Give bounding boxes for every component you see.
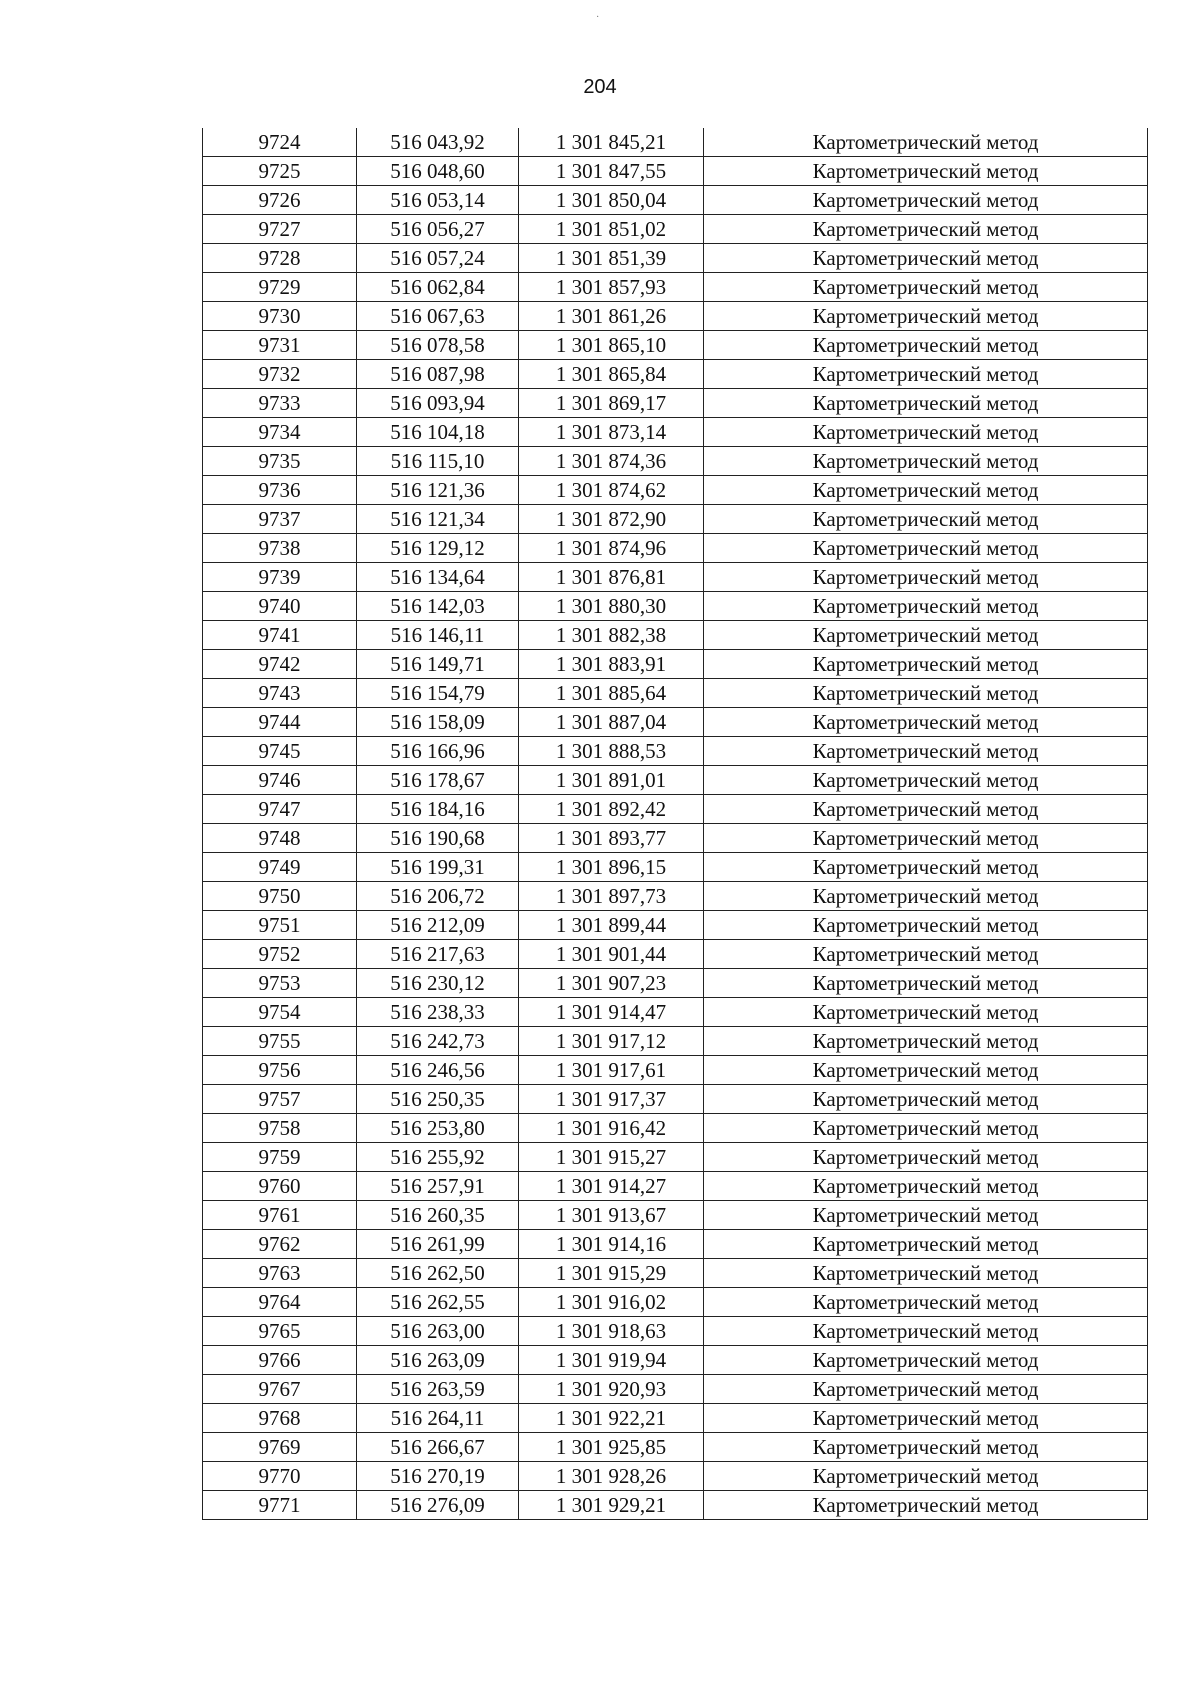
method-cell: Картометрический метод <box>704 1375 1148 1404</box>
method-cell: Картометрический метод <box>704 940 1148 969</box>
point-number-cell: 9738 <box>203 534 357 563</box>
table-row <box>203 911 1148 940</box>
method-cell: Картометрический метод <box>704 1433 1148 1462</box>
point-number-cell: 9743 <box>203 679 357 708</box>
x-coordinate-cell: 516 190,68 <box>357 824 519 853</box>
table-row <box>203 1085 1148 1114</box>
y-coordinate-cell: 1 301 872,90 <box>519 505 704 534</box>
table-row <box>203 1491 1148 1520</box>
table-row <box>203 1172 1148 1201</box>
method-cell: Картометрический метод <box>704 853 1148 882</box>
method-cell: Картометрический метод <box>704 882 1148 911</box>
point-number-cell: 9737 <box>203 505 357 534</box>
method-cell: Картометрический метод <box>704 389 1148 418</box>
table-row <box>203 418 1148 447</box>
x-coordinate-cell: 516 250,35 <box>357 1085 519 1114</box>
method-cell: Картометрический метод <box>704 911 1148 940</box>
table-row <box>203 766 1148 795</box>
point-number-cell: 9731 <box>203 331 357 360</box>
x-coordinate-cell: 516 212,09 <box>357 911 519 940</box>
point-number-cell: 9756 <box>203 1056 357 1085</box>
point-number-cell: 9728 <box>203 244 357 273</box>
y-coordinate-cell: 1 301 857,93 <box>519 273 704 302</box>
point-number-cell: 9751 <box>203 911 357 940</box>
method-cell: Картометрический метод <box>704 1056 1148 1085</box>
point-number-cell: 9757 <box>203 1085 357 1114</box>
table-row <box>203 1230 1148 1259</box>
x-coordinate-cell: 516 246,56 <box>357 1056 519 1085</box>
y-coordinate-cell: 1 301 929,21 <box>519 1491 704 1520</box>
table-row <box>203 1346 1148 1375</box>
table-row <box>203 1462 1148 1491</box>
x-coordinate-cell: 516 178,67 <box>357 766 519 795</box>
table-row <box>203 476 1148 505</box>
method-cell: Картометрический метод <box>704 418 1148 447</box>
point-number-cell: 9749 <box>203 853 357 882</box>
point-number-cell: 9750 <box>203 882 357 911</box>
table-row <box>203 1433 1148 1462</box>
method-cell: Картометрический метод <box>704 1288 1148 1317</box>
point-number-cell: 9745 <box>203 737 357 766</box>
table-row <box>203 563 1148 592</box>
table-row <box>203 592 1148 621</box>
x-coordinate-cell: 516 206,72 <box>357 882 519 911</box>
table-row <box>203 737 1148 766</box>
x-coordinate-cell: 516 266,67 <box>357 1433 519 1462</box>
x-coordinate-cell: 516 260,35 <box>357 1201 519 1230</box>
y-coordinate-cell: 1 301 896,15 <box>519 853 704 882</box>
method-cell: Картометрический метод <box>704 1259 1148 1288</box>
y-coordinate-cell: 1 301 874,36 <box>519 447 704 476</box>
method-cell: Картометрический метод <box>704 1085 1148 1114</box>
y-coordinate-cell: 1 301 917,37 <box>519 1085 704 1114</box>
point-number-cell: 9767 <box>203 1375 357 1404</box>
x-coordinate-cell: 516 263,09 <box>357 1346 519 1375</box>
x-coordinate-cell: 516 166,96 <box>357 737 519 766</box>
method-cell: Картометрический метод <box>704 1230 1148 1259</box>
table-row <box>203 302 1148 331</box>
method-cell: Картометрический метод <box>704 621 1148 650</box>
table-row <box>203 882 1148 911</box>
point-number-cell: 9769 <box>203 1433 357 1462</box>
y-coordinate-cell: 1 301 880,30 <box>519 592 704 621</box>
x-coordinate-cell: 516 062,84 <box>357 273 519 302</box>
y-coordinate-cell: 1 301 850,04 <box>519 186 704 215</box>
y-coordinate-cell: 1 301 907,23 <box>519 969 704 998</box>
x-coordinate-cell: 516 048,60 <box>357 157 519 186</box>
x-coordinate-cell: 516 149,71 <box>357 650 519 679</box>
coordinates-table <box>202 128 1148 1520</box>
point-number-cell: 9771 <box>203 1491 357 1520</box>
coordinates-table-body <box>203 128 1148 1520</box>
point-number-cell: 9759 <box>203 1143 357 1172</box>
y-coordinate-cell: 1 301 913,67 <box>519 1201 704 1230</box>
y-coordinate-cell: 1 301 920,93 <box>519 1375 704 1404</box>
method-cell: Картометрический метод <box>704 998 1148 1027</box>
y-coordinate-cell: 1 301 874,62 <box>519 476 704 505</box>
method-cell: Картометрический метод <box>704 273 1148 302</box>
x-coordinate-cell: 516 043,92 <box>357 128 519 157</box>
method-cell: Картометрический метод <box>704 1201 1148 1230</box>
method-cell: Картометрический метод <box>704 331 1148 360</box>
point-number-cell: 9724 <box>203 128 357 157</box>
y-coordinate-cell: 1 301 845,21 <box>519 128 704 157</box>
point-number-cell: 9763 <box>203 1259 357 1288</box>
y-coordinate-cell: 1 301 922,21 <box>519 1404 704 1433</box>
method-cell: Картометрический метод <box>704 708 1148 737</box>
y-coordinate-cell: 1 301 928,26 <box>519 1462 704 1491</box>
x-coordinate-cell: 516 056,27 <box>357 215 519 244</box>
point-number-cell: 9748 <box>203 824 357 853</box>
x-coordinate-cell: 516 121,34 <box>357 505 519 534</box>
x-coordinate-cell: 516 142,03 <box>357 592 519 621</box>
table-row <box>203 1259 1148 1288</box>
x-coordinate-cell: 516 199,31 <box>357 853 519 882</box>
method-cell: Картометрический метод <box>704 360 1148 389</box>
y-coordinate-cell: 1 301 883,91 <box>519 650 704 679</box>
method-cell: Картометрический метод <box>704 244 1148 273</box>
table-row <box>203 244 1148 273</box>
method-cell: Картометрический метод <box>704 969 1148 998</box>
table-row <box>203 795 1148 824</box>
method-cell: Картометрический метод <box>704 737 1148 766</box>
table-row <box>203 1114 1148 1143</box>
point-number-cell: 9726 <box>203 186 357 215</box>
y-coordinate-cell: 1 301 893,77 <box>519 824 704 853</box>
point-number-cell: 9727 <box>203 215 357 244</box>
y-coordinate-cell: 1 301 899,44 <box>519 911 704 940</box>
y-coordinate-cell: 1 301 865,10 <box>519 331 704 360</box>
point-number-cell: 9755 <box>203 1027 357 1056</box>
table-row <box>203 505 1148 534</box>
method-cell: Картометрический метод <box>704 1172 1148 1201</box>
y-coordinate-cell: 1 301 873,14 <box>519 418 704 447</box>
y-coordinate-cell: 1 301 847,55 <box>519 157 704 186</box>
table-row <box>203 1056 1148 1085</box>
point-number-cell: 9764 <box>203 1288 357 1317</box>
point-number-cell: 9729 <box>203 273 357 302</box>
x-coordinate-cell: 516 115,10 <box>357 447 519 476</box>
point-number-cell: 9741 <box>203 621 357 650</box>
method-cell: Картометрический метод <box>704 447 1148 476</box>
point-number-cell: 9752 <box>203 940 357 969</box>
point-number-cell: 9747 <box>203 795 357 824</box>
x-coordinate-cell: 516 146,11 <box>357 621 519 650</box>
method-cell: Картометрический метод <box>704 592 1148 621</box>
point-number-cell: 9754 <box>203 998 357 1027</box>
point-number-cell: 9740 <box>203 592 357 621</box>
method-cell: Картометрический метод <box>704 679 1148 708</box>
x-coordinate-cell: 516 121,36 <box>357 476 519 505</box>
x-coordinate-cell: 516 154,79 <box>357 679 519 708</box>
x-coordinate-cell: 516 134,64 <box>357 563 519 592</box>
y-coordinate-cell: 1 301 882,38 <box>519 621 704 650</box>
table-row <box>203 1143 1148 1172</box>
table-row <box>203 534 1148 563</box>
point-number-cell: 9766 <box>203 1346 357 1375</box>
x-coordinate-cell: 516 242,73 <box>357 1027 519 1056</box>
y-coordinate-cell: 1 301 891,01 <box>519 766 704 795</box>
y-coordinate-cell: 1 301 901,44 <box>519 940 704 969</box>
x-coordinate-cell: 516 263,59 <box>357 1375 519 1404</box>
table-row <box>203 273 1148 302</box>
table-row <box>203 1288 1148 1317</box>
y-coordinate-cell: 1 301 885,64 <box>519 679 704 708</box>
table-row <box>203 331 1148 360</box>
point-number-cell: 9734 <box>203 418 357 447</box>
x-coordinate-cell: 516 261,99 <box>357 1230 519 1259</box>
x-coordinate-cell: 516 257,91 <box>357 1172 519 1201</box>
point-number-cell: 9736 <box>203 476 357 505</box>
y-coordinate-cell: 1 301 914,16 <box>519 1230 704 1259</box>
table-row <box>203 969 1148 998</box>
method-cell: Картометрический метод <box>704 1491 1148 1520</box>
method-cell: Картометрический метод <box>704 795 1148 824</box>
y-coordinate-cell: 1 301 917,12 <box>519 1027 704 1056</box>
method-cell: Картометрический метод <box>704 476 1148 505</box>
method-cell: Картометрический метод <box>704 1317 1148 1346</box>
table-row <box>203 128 1148 157</box>
point-number-cell: 9735 <box>203 447 357 476</box>
y-coordinate-cell: 1 301 916,02 <box>519 1288 704 1317</box>
point-number-cell: 9733 <box>203 389 357 418</box>
point-number-cell: 9760 <box>203 1172 357 1201</box>
y-coordinate-cell: 1 301 861,26 <box>519 302 704 331</box>
table-row <box>203 360 1148 389</box>
method-cell: Картометрический метод <box>704 186 1148 215</box>
x-coordinate-cell: 516 217,63 <box>357 940 519 969</box>
table-row <box>203 215 1148 244</box>
x-coordinate-cell: 516 255,92 <box>357 1143 519 1172</box>
table-row <box>203 157 1148 186</box>
x-coordinate-cell: 516 253,80 <box>357 1114 519 1143</box>
table-row <box>203 853 1148 882</box>
y-coordinate-cell: 1 301 869,17 <box>519 389 704 418</box>
x-coordinate-cell: 516 129,12 <box>357 534 519 563</box>
y-coordinate-cell: 1 301 865,84 <box>519 360 704 389</box>
x-coordinate-cell: 516 087,98 <box>357 360 519 389</box>
y-coordinate-cell: 1 301 876,81 <box>519 563 704 592</box>
method-cell: Картометрический метод <box>704 650 1148 679</box>
x-coordinate-cell: 516 264,11 <box>357 1404 519 1433</box>
method-cell: Картометрический метод <box>704 1114 1148 1143</box>
y-coordinate-cell: 1 301 914,27 <box>519 1172 704 1201</box>
x-coordinate-cell: 516 158,09 <box>357 708 519 737</box>
scan-artifact-mark: · <box>596 12 600 23</box>
x-coordinate-cell: 516 093,94 <box>357 389 519 418</box>
point-number-cell: 9762 <box>203 1230 357 1259</box>
point-number-cell: 9739 <box>203 563 357 592</box>
x-coordinate-cell: 516 238,33 <box>357 998 519 1027</box>
table-row <box>203 186 1148 215</box>
x-coordinate-cell: 516 262,55 <box>357 1288 519 1317</box>
method-cell: Картометрический метод <box>704 1027 1148 1056</box>
table-row <box>203 1404 1148 1433</box>
method-cell: Картометрический метод <box>704 505 1148 534</box>
method-cell: Картометрический метод <box>704 128 1148 157</box>
table-row <box>203 1317 1148 1346</box>
point-number-cell: 9765 <box>203 1317 357 1346</box>
table-row <box>203 1027 1148 1056</box>
method-cell: Картометрический метод <box>704 766 1148 795</box>
point-number-cell: 9753 <box>203 969 357 998</box>
y-coordinate-cell: 1 301 917,61 <box>519 1056 704 1085</box>
y-coordinate-cell: 1 301 874,96 <box>519 534 704 563</box>
x-coordinate-cell: 516 263,00 <box>357 1317 519 1346</box>
point-number-cell: 9746 <box>203 766 357 795</box>
point-number-cell: 9758 <box>203 1114 357 1143</box>
table-row <box>203 650 1148 679</box>
x-coordinate-cell: 516 057,24 <box>357 244 519 273</box>
y-coordinate-cell: 1 301 914,47 <box>519 998 704 1027</box>
table-row <box>203 389 1148 418</box>
method-cell: Картометрический метод <box>704 534 1148 563</box>
method-cell: Картометрический метод <box>704 1143 1148 1172</box>
x-coordinate-cell: 516 184,16 <box>357 795 519 824</box>
page-number: 204 <box>583 76 617 98</box>
x-coordinate-cell: 516 078,58 <box>357 331 519 360</box>
x-coordinate-cell: 516 276,09 <box>357 1491 519 1520</box>
table-row <box>203 998 1148 1027</box>
x-coordinate-cell: 516 053,14 <box>357 186 519 215</box>
method-cell: Картометрический метод <box>704 1404 1148 1433</box>
point-number-cell: 9725 <box>203 157 357 186</box>
method-cell: Картометрический метод <box>704 824 1148 853</box>
y-coordinate-cell: 1 301 925,85 <box>519 1433 704 1462</box>
x-coordinate-cell: 516 104,18 <box>357 418 519 447</box>
method-cell: Картометрический метод <box>704 1346 1148 1375</box>
table-row <box>203 1201 1148 1230</box>
table-row <box>203 940 1148 969</box>
table-row <box>203 679 1148 708</box>
table-row <box>203 708 1148 737</box>
x-coordinate-cell: 516 270,19 <box>357 1462 519 1491</box>
x-coordinate-cell: 516 067,63 <box>357 302 519 331</box>
method-cell: Картометрический метод <box>704 215 1148 244</box>
y-coordinate-cell: 1 301 888,53 <box>519 737 704 766</box>
method-cell: Картометрический метод <box>704 563 1148 592</box>
method-cell: Картометрический метод <box>704 157 1148 186</box>
x-coordinate-cell: 516 262,50 <box>357 1259 519 1288</box>
method-cell: Картометрический метод <box>704 1462 1148 1491</box>
method-cell: Картометрический метод <box>704 302 1148 331</box>
y-coordinate-cell: 1 301 915,27 <box>519 1143 704 1172</box>
point-number-cell: 9744 <box>203 708 357 737</box>
y-coordinate-cell: 1 301 892,42 <box>519 795 704 824</box>
x-coordinate-cell: 516 230,12 <box>357 969 519 998</box>
table-row <box>203 824 1148 853</box>
y-coordinate-cell: 1 301 851,39 <box>519 244 704 273</box>
table-row <box>203 1375 1148 1404</box>
point-number-cell: 9730 <box>203 302 357 331</box>
point-number-cell: 9732 <box>203 360 357 389</box>
table-row <box>203 447 1148 476</box>
point-number-cell: 9770 <box>203 1462 357 1491</box>
table-row <box>203 621 1148 650</box>
y-coordinate-cell: 1 301 915,29 <box>519 1259 704 1288</box>
y-coordinate-cell: 1 301 918,63 <box>519 1317 704 1346</box>
y-coordinate-cell: 1 301 887,04 <box>519 708 704 737</box>
point-number-cell: 9761 <box>203 1201 357 1230</box>
y-coordinate-cell: 1 301 897,73 <box>519 882 704 911</box>
point-number-cell: 9768 <box>203 1404 357 1433</box>
y-coordinate-cell: 1 301 919,94 <box>519 1346 704 1375</box>
y-coordinate-cell: 1 301 851,02 <box>519 215 704 244</box>
point-number-cell: 9742 <box>203 650 357 679</box>
y-coordinate-cell: 1 301 916,42 <box>519 1114 704 1143</box>
